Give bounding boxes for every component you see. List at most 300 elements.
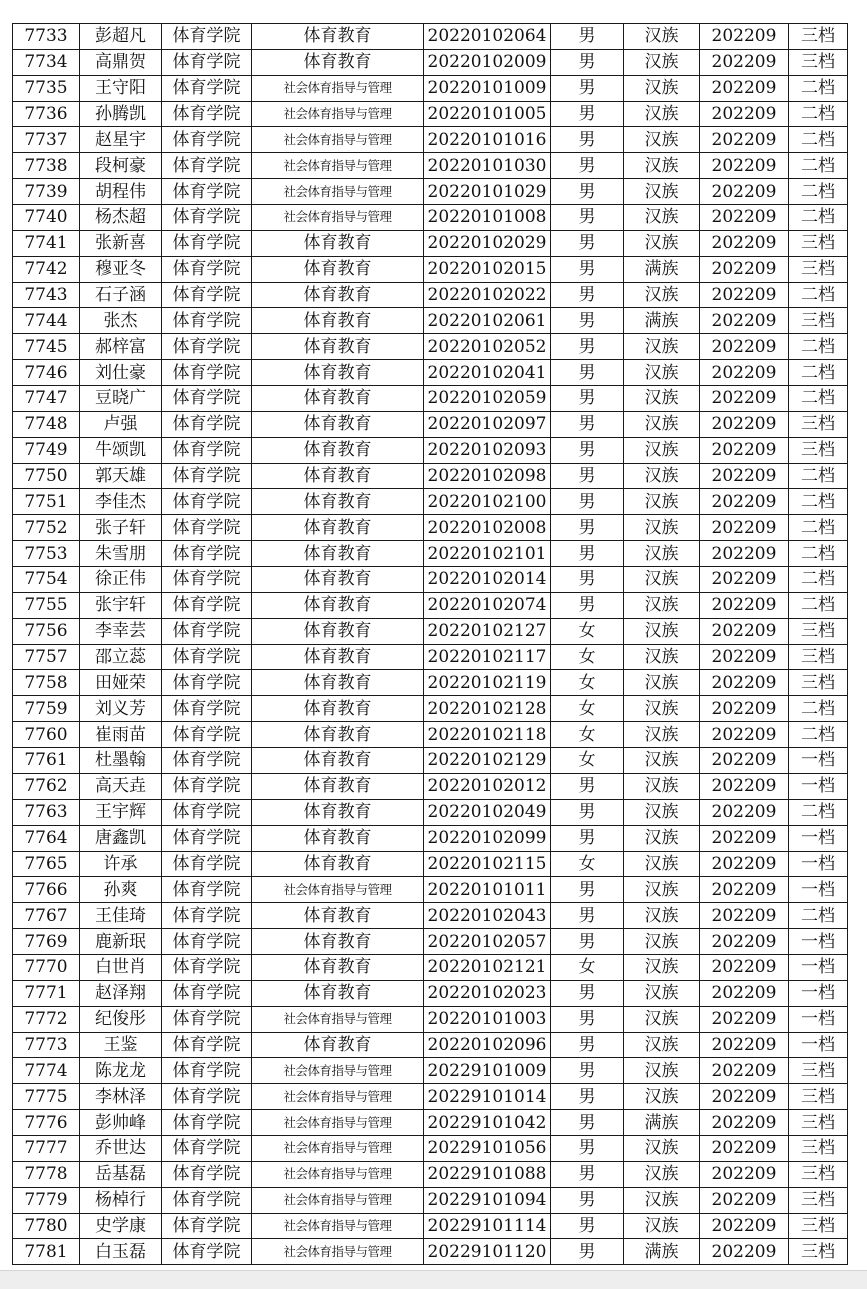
student-name-cell: 彭帅峰 <box>80 1110 162 1136</box>
gender-cell: 男 <box>551 24 624 50</box>
term-cell: 202209 <box>700 515 789 541</box>
aid-tier-cell: 二档 <box>789 179 848 205</box>
row-index-cell: 7760 <box>13 722 80 748</box>
term-cell: 202209 <box>700 618 789 644</box>
ethnicity-cell: 汉族 <box>624 1006 700 1032</box>
table-row <box>13 49 848 75</box>
ethnicity-cell: 汉族 <box>624 75 700 101</box>
ethnicity-cell: 汉族 <box>624 153 700 179</box>
term-cell: 202209 <box>700 1135 789 1161</box>
table-row <box>13 127 848 153</box>
college-cell: 体育学院 <box>162 127 252 153</box>
term-cell: 202209 <box>700 463 789 489</box>
college-cell: 体育学院 <box>162 980 252 1006</box>
major-cell: 体育教育 <box>252 489 424 515</box>
major-cell: 社会体育指导与管理 <box>252 1239 424 1265</box>
major-cell: 体育教育 <box>252 799 424 825</box>
gender-cell: 男 <box>551 980 624 1006</box>
student-id-cell: 20220102009 <box>424 49 551 75</box>
major-cell: 社会体育指导与管理 <box>252 877 424 903</box>
major-cell: 社会体育指导与管理 <box>252 1213 424 1239</box>
aid-tier-cell: 二档 <box>789 205 848 231</box>
college-cell: 体育学院 <box>162 334 252 360</box>
gender-cell: 男 <box>551 282 624 308</box>
term-cell: 202209 <box>700 670 789 696</box>
aid-tier-cell: 二档 <box>789 489 848 515</box>
term-cell: 202209 <box>700 153 789 179</box>
college-cell: 体育学院 <box>162 644 252 670</box>
table-row <box>13 1006 848 1032</box>
major-cell: 体育教育 <box>252 411 424 437</box>
major-cell: 社会体育指导与管理 <box>252 75 424 101</box>
aid-tier-cell: 二档 <box>789 799 848 825</box>
table-row <box>13 179 848 205</box>
term-cell: 202209 <box>700 929 789 955</box>
table-row <box>13 748 848 774</box>
major-cell: 社会体育指导与管理 <box>252 205 424 231</box>
student-id-cell: 20220101009 <box>424 75 551 101</box>
student-name-cell: 鹿新珉 <box>80 929 162 955</box>
term-cell: 202209 <box>700 256 789 282</box>
aid-tier-cell: 三档 <box>789 308 848 334</box>
table-row <box>13 334 848 360</box>
student-id-cell: 20220102029 <box>424 230 551 256</box>
college-cell: 体育学院 <box>162 179 252 205</box>
aid-tier-cell: 三档 <box>789 1239 848 1265</box>
college-cell: 体育学院 <box>162 592 252 618</box>
term-cell: 202209 <box>700 49 789 75</box>
term-cell: 202209 <box>700 334 789 360</box>
student-name-cell: 王鉴 <box>80 1032 162 1058</box>
student-name-cell: 赵星宇 <box>80 127 162 153</box>
aid-tier-cell: 一档 <box>789 1032 848 1058</box>
ethnicity-cell: 汉族 <box>624 618 700 644</box>
aid-tier-cell: 一档 <box>789 1006 848 1032</box>
row-index-cell: 7750 <box>13 463 80 489</box>
student-name-cell: 李幸芸 <box>80 618 162 644</box>
row-index-cell: 7764 <box>13 825 80 851</box>
row-index-cell: 7758 <box>13 670 80 696</box>
term-cell: 202209 <box>700 1084 789 1110</box>
row-index-cell: 7767 <box>13 903 80 929</box>
term-cell: 202209 <box>700 722 789 748</box>
gender-cell: 男 <box>551 101 624 127</box>
table-row <box>13 463 848 489</box>
student-name-cell: 刘仕豪 <box>80 360 162 386</box>
row-index-cell: 7757 <box>13 644 80 670</box>
gender-cell: 男 <box>551 334 624 360</box>
table-row <box>13 954 848 980</box>
student-id-cell: 20220101029 <box>424 179 551 205</box>
major-cell: 体育教育 <box>252 437 424 463</box>
ethnicity-cell: 汉族 <box>624 24 700 50</box>
student-name-cell: 朱雪朋 <box>80 541 162 567</box>
row-index-cell: 7748 <box>13 411 80 437</box>
gender-cell: 男 <box>551 360 624 386</box>
college-cell: 体育学院 <box>162 256 252 282</box>
student-id-cell: 20220102008 <box>424 515 551 541</box>
ethnicity-cell: 汉族 <box>624 1161 700 1187</box>
student-id-cell: 20220102015 <box>424 256 551 282</box>
aid-tier-cell: 二档 <box>789 541 848 567</box>
term-cell: 202209 <box>700 567 789 593</box>
gender-cell: 男 <box>551 1110 624 1136</box>
gender-cell: 男 <box>551 877 624 903</box>
term-cell: 202209 <box>700 1239 789 1265</box>
table-row <box>13 24 848 50</box>
ethnicity-cell: 汉族 <box>624 101 700 127</box>
ethnicity-cell: 汉族 <box>624 386 700 412</box>
student-id-cell: 20220102127 <box>424 618 551 644</box>
student-name-cell: 段柯豪 <box>80 153 162 179</box>
term-cell: 202209 <box>700 748 789 774</box>
student-id-cell: 20220102052 <box>424 334 551 360</box>
gender-cell: 男 <box>551 929 624 955</box>
student-name-cell: 崔雨苗 <box>80 722 162 748</box>
college-cell: 体育学院 <box>162 463 252 489</box>
term-cell: 202209 <box>700 386 789 412</box>
college-cell: 体育学院 <box>162 799 252 825</box>
aid-tier-cell: 三档 <box>789 411 848 437</box>
table-row <box>13 308 848 334</box>
aid-tier-cell: 三档 <box>789 256 848 282</box>
student-name-cell: 张新喜 <box>80 230 162 256</box>
term-cell: 202209 <box>700 696 789 722</box>
table-row <box>13 153 848 179</box>
table-row <box>13 799 848 825</box>
term-cell: 202209 <box>700 75 789 101</box>
table-row <box>13 618 848 644</box>
college-cell: 体育学院 <box>162 153 252 179</box>
gender-cell: 男 <box>551 567 624 593</box>
aid-tier-cell: 一档 <box>789 954 848 980</box>
aid-tier-cell: 三档 <box>789 49 848 75</box>
student-id-cell: 20220101030 <box>424 153 551 179</box>
ethnicity-cell: 满族 <box>624 1110 700 1136</box>
gender-cell: 男 <box>551 308 624 334</box>
college-cell: 体育学院 <box>162 230 252 256</box>
table-row <box>13 437 848 463</box>
student-id-cell: 20229101088 <box>424 1161 551 1187</box>
ethnicity-cell: 汉族 <box>624 748 700 774</box>
term-cell: 202209 <box>700 127 789 153</box>
student-id-cell: 20220101016 <box>424 127 551 153</box>
row-index-cell: 7769 <box>13 929 80 955</box>
student-id-cell: 20220102101 <box>424 541 551 567</box>
row-index-cell: 7777 <box>13 1135 80 1161</box>
ethnicity-cell: 汉族 <box>624 696 700 722</box>
row-index-cell: 7766 <box>13 877 80 903</box>
student-name-cell: 史学康 <box>80 1213 162 1239</box>
major-cell: 体育教育 <box>252 334 424 360</box>
ethnicity-cell: 汉族 <box>624 179 700 205</box>
student-id-cell: 20220102022 <box>424 282 551 308</box>
student-id-cell: 20229101114 <box>424 1213 551 1239</box>
term-cell: 202209 <box>700 205 789 231</box>
major-cell: 体育教育 <box>252 463 424 489</box>
major-cell: 体育教育 <box>252 386 424 412</box>
student-name-cell: 纪俊彤 <box>80 1006 162 1032</box>
gender-cell: 男 <box>551 515 624 541</box>
term-cell: 202209 <box>700 308 789 334</box>
college-cell: 体育学院 <box>162 24 252 50</box>
student-id-cell: 20220102057 <box>424 929 551 955</box>
aid-tier-cell: 三档 <box>789 1110 848 1136</box>
college-cell: 体育学院 <box>162 567 252 593</box>
ethnicity-cell: 汉族 <box>624 851 700 877</box>
major-cell: 体育教育 <box>252 851 424 877</box>
row-index-cell: 7738 <box>13 153 80 179</box>
row-index-cell: 7778 <box>13 1161 80 1187</box>
ethnicity-cell: 汉族 <box>624 1135 700 1161</box>
aid-tier-cell: 二档 <box>789 592 848 618</box>
aid-tier-cell: 二档 <box>789 360 848 386</box>
ethnicity-cell: 汉族 <box>624 1032 700 1058</box>
major-cell: 体育教育 <box>252 567 424 593</box>
college-cell: 体育学院 <box>162 851 252 877</box>
gender-cell: 女 <box>551 618 624 644</box>
term-cell: 202209 <box>700 773 789 799</box>
aid-tier-cell: 一档 <box>789 773 848 799</box>
row-index-cell: 7747 <box>13 386 80 412</box>
gender-cell: 男 <box>551 1161 624 1187</box>
row-index-cell: 7752 <box>13 515 80 541</box>
student-id-cell: 20220102099 <box>424 825 551 851</box>
row-index-cell: 7772 <box>13 1006 80 1032</box>
aid-tier-cell: 一档 <box>789 980 848 1006</box>
gender-cell: 男 <box>551 256 624 282</box>
major-cell: 社会体育指导与管理 <box>252 1006 424 1032</box>
student-id-cell: 20220102119 <box>424 670 551 696</box>
ethnicity-cell: 汉族 <box>624 282 700 308</box>
gender-cell: 男 <box>551 1135 624 1161</box>
table-row <box>13 1187 848 1213</box>
term-cell: 202209 <box>700 954 789 980</box>
student-id-cell: 20220102014 <box>424 567 551 593</box>
aid-tier-cell: 二档 <box>789 334 848 360</box>
row-index-cell: 7735 <box>13 75 80 101</box>
major-cell: 体育教育 <box>252 954 424 980</box>
major-cell: 体育教育 <box>252 515 424 541</box>
student-id-cell: 20220102041 <box>424 360 551 386</box>
college-cell: 体育学院 <box>162 670 252 696</box>
student-id-cell: 20220102098 <box>424 463 551 489</box>
ethnicity-cell: 汉族 <box>624 463 700 489</box>
table-row <box>13 825 848 851</box>
student-name-cell: 孙爽 <box>80 877 162 903</box>
row-index-cell: 7734 <box>13 49 80 75</box>
ethnicity-cell: 汉族 <box>624 592 700 618</box>
gender-cell: 男 <box>551 153 624 179</box>
row-index-cell: 7755 <box>13 592 80 618</box>
student-name-cell: 穆亚冬 <box>80 256 162 282</box>
college-cell: 体育学院 <box>162 1213 252 1239</box>
table-row <box>13 877 848 903</box>
student-name-cell: 郭天雄 <box>80 463 162 489</box>
major-cell: 社会体育指导与管理 <box>252 1110 424 1136</box>
term-cell: 202209 <box>700 1187 789 1213</box>
student-name-cell: 孙腾凯 <box>80 101 162 127</box>
major-cell: 体育教育 <box>252 670 424 696</box>
student-id-cell: 20220102129 <box>424 748 551 774</box>
bottom-scroll-band <box>0 1270 867 1289</box>
major-cell: 体育教育 <box>252 825 424 851</box>
student-id-cell: 20229101056 <box>424 1135 551 1161</box>
aid-tier-cell: 三档 <box>789 1187 848 1213</box>
college-cell: 体育学院 <box>162 386 252 412</box>
table-row <box>13 101 848 127</box>
gender-cell: 男 <box>551 799 624 825</box>
student-id-cell: 20220102064 <box>424 24 551 50</box>
table-row <box>13 903 848 929</box>
row-index-cell: 7746 <box>13 360 80 386</box>
college-cell: 体育学院 <box>162 101 252 127</box>
aid-tier-cell: 二档 <box>789 282 848 308</box>
major-cell: 体育教育 <box>252 696 424 722</box>
college-cell: 体育学院 <box>162 411 252 437</box>
student-name-cell: 李林泽 <box>80 1084 162 1110</box>
aid-tier-cell: 一档 <box>789 748 848 774</box>
gender-cell: 男 <box>551 592 624 618</box>
college-cell: 体育学院 <box>162 877 252 903</box>
ethnicity-cell: 汉族 <box>624 722 700 748</box>
college-cell: 体育学院 <box>162 618 252 644</box>
row-index-cell: 7779 <box>13 1187 80 1213</box>
table-row <box>13 980 848 1006</box>
table-row <box>13 205 848 231</box>
term-cell: 202209 <box>700 411 789 437</box>
table-row <box>13 567 848 593</box>
gender-cell: 男 <box>551 1032 624 1058</box>
ethnicity-cell: 汉族 <box>624 929 700 955</box>
student-id-cell: 20220102074 <box>424 592 551 618</box>
student-name-cell: 田娅荣 <box>80 670 162 696</box>
aid-tier-cell: 三档 <box>789 1084 848 1110</box>
row-index-cell: 7775 <box>13 1084 80 1110</box>
student-name-cell: 豆晓广 <box>80 386 162 412</box>
aid-tier-cell: 二档 <box>789 153 848 179</box>
aid-tier-cell: 二档 <box>789 75 848 101</box>
student-name-cell: 白世肖 <box>80 954 162 980</box>
ethnicity-cell: 满族 <box>624 1239 700 1265</box>
student-id-cell: 20220102093 <box>424 437 551 463</box>
gender-cell: 女 <box>551 954 624 980</box>
ethnicity-cell: 汉族 <box>624 1213 700 1239</box>
term-cell: 202209 <box>700 541 789 567</box>
table-row <box>13 696 848 722</box>
student-id-cell: 20229101094 <box>424 1187 551 1213</box>
major-cell: 体育教育 <box>252 929 424 955</box>
table-row <box>13 1161 848 1187</box>
row-index-cell: 7740 <box>13 205 80 231</box>
ethnicity-cell: 满族 <box>624 256 700 282</box>
student-name-cell: 张子轩 <box>80 515 162 541</box>
term-cell: 202209 <box>700 1213 789 1239</box>
table-row <box>13 282 848 308</box>
student-name-cell: 乔世达 <box>80 1135 162 1161</box>
college-cell: 体育学院 <box>162 489 252 515</box>
student-name-cell: 高天垚 <box>80 773 162 799</box>
term-cell: 202209 <box>700 851 789 877</box>
row-index-cell: 7770 <box>13 954 80 980</box>
gender-cell: 男 <box>551 1006 624 1032</box>
student-id-cell: 20220101003 <box>424 1006 551 1032</box>
ethnicity-cell: 汉族 <box>624 437 700 463</box>
table-row <box>13 1032 848 1058</box>
row-index-cell: 7743 <box>13 282 80 308</box>
student-id-cell: 20229101120 <box>424 1239 551 1265</box>
college-cell: 体育学院 <box>162 1058 252 1084</box>
row-index-cell: 7739 <box>13 179 80 205</box>
major-cell: 社会体育指导与管理 <box>252 179 424 205</box>
table-row <box>13 592 848 618</box>
college-cell: 体育学院 <box>162 1006 252 1032</box>
term-cell: 202209 <box>700 877 789 903</box>
row-index-cell: 7759 <box>13 696 80 722</box>
aid-tier-cell: 二档 <box>789 386 848 412</box>
gender-cell: 女 <box>551 851 624 877</box>
student-name-cell: 张杰 <box>80 308 162 334</box>
college-cell: 体育学院 <box>162 1187 252 1213</box>
row-index-cell: 7763 <box>13 799 80 825</box>
term-cell: 202209 <box>700 24 789 50</box>
term-cell: 202209 <box>700 101 789 127</box>
major-cell: 体育教育 <box>252 308 424 334</box>
aid-tier-cell: 三档 <box>789 230 848 256</box>
student-id-cell: 20220102118 <box>424 722 551 748</box>
ethnicity-cell: 汉族 <box>624 541 700 567</box>
ethnicity-cell: 汉族 <box>624 1084 700 1110</box>
major-cell: 体育教育 <box>252 773 424 799</box>
student-name-cell: 杜墨翰 <box>80 748 162 774</box>
student-id-cell: 20220102049 <box>424 799 551 825</box>
major-cell: 社会体育指导与管理 <box>252 1084 424 1110</box>
gender-cell: 男 <box>551 411 624 437</box>
student-name-cell: 王守阳 <box>80 75 162 101</box>
ethnicity-cell: 汉族 <box>624 360 700 386</box>
college-cell: 体育学院 <box>162 773 252 799</box>
table-row <box>13 489 848 515</box>
aid-tier-cell: 二档 <box>789 515 848 541</box>
table-row <box>13 929 848 955</box>
table-row <box>13 386 848 412</box>
gender-cell: 男 <box>551 75 624 101</box>
gender-cell: 男 <box>551 463 624 489</box>
student-name-cell: 郝梓富 <box>80 334 162 360</box>
ethnicity-cell: 汉族 <box>624 980 700 1006</box>
aid-tier-cell: 三档 <box>789 24 848 50</box>
table-row <box>13 644 848 670</box>
term-cell: 202209 <box>700 1058 789 1084</box>
aid-tier-cell: 三档 <box>789 1135 848 1161</box>
college-cell: 体育学院 <box>162 1135 252 1161</box>
gender-cell: 男 <box>551 127 624 153</box>
aid-tier-cell: 三档 <box>789 644 848 670</box>
student-list-table <box>12 23 848 1265</box>
major-cell: 体育教育 <box>252 256 424 282</box>
ethnicity-cell: 汉族 <box>624 515 700 541</box>
student-id-cell: 20220102012 <box>424 773 551 799</box>
table-row <box>13 670 848 696</box>
major-cell: 体育教育 <box>252 1032 424 1058</box>
student-id-cell: 20220102043 <box>424 903 551 929</box>
student-name-cell: 彭超凡 <box>80 24 162 50</box>
student-name-cell: 岳基磊 <box>80 1161 162 1187</box>
student-name-cell: 李佳杰 <box>80 489 162 515</box>
aid-tier-cell: 三档 <box>789 1058 848 1084</box>
major-cell: 体育教育 <box>252 230 424 256</box>
college-cell: 体育学院 <box>162 722 252 748</box>
